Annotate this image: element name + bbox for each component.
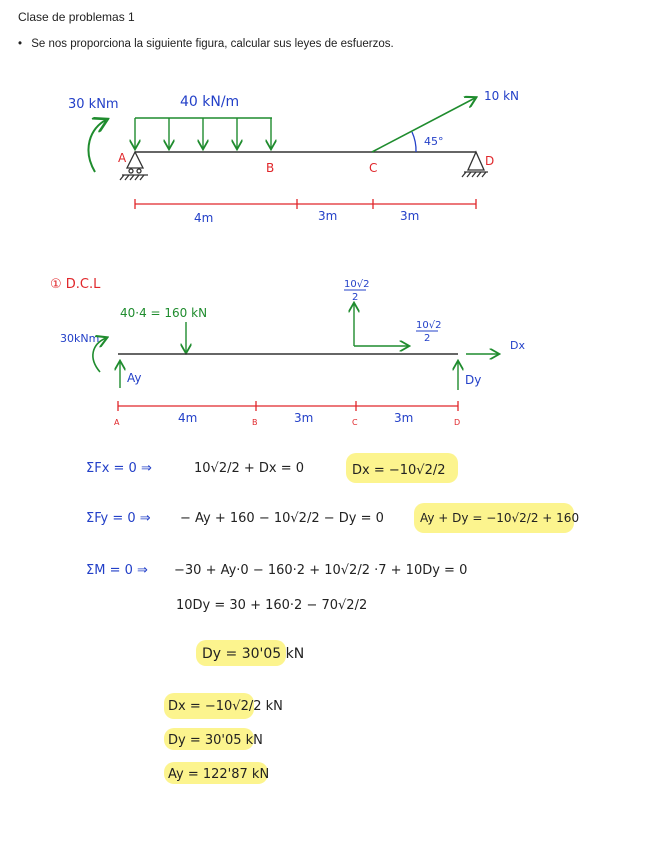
moment-label: 30 kNm — [68, 97, 119, 112]
results-summary — [164, 693, 283, 784]
vert-comp-den: 2 — [352, 292, 359, 303]
bullet-mark: • — [18, 38, 23, 50]
dcl-moment-label: 30kNm — [60, 332, 100, 345]
ay-label: Ay — [127, 371, 142, 385]
angle-arc — [412, 132, 416, 152]
dcl-point-c: C — [352, 418, 358, 427]
summary-dy: Dy = 30'05 kN — [168, 733, 263, 748]
eq-dy-result: Dy = 30'05 kN — [202, 646, 305, 662]
vert-comp-num: 10√2 — [344, 279, 370, 290]
resultant-label: 40·4 = 160 kN — [120, 306, 208, 320]
point-c: C — [369, 161, 378, 175]
point-d: D — [485, 154, 495, 168]
eq-fy: − Ay + 160 − 10√2/2 − Dy = 0 — [180, 511, 384, 526]
moment-arrow — [89, 120, 106, 172]
figure-1 — [68, 89, 519, 225]
dimension-line-2 — [118, 401, 458, 411]
point-b: B — [266, 161, 275, 175]
dcl-point-b: B — [252, 418, 258, 427]
eq-m-step: 10Dy = 30 + 160·2 − 70√2/2 — [176, 598, 368, 613]
page-title: Clase de problemas 1 — [18, 10, 135, 24]
angle-label: 45° — [424, 135, 444, 148]
eq-fy-lhs: ΣFy = 0 ⇒ — [86, 511, 151, 526]
eq-fx: 10√2/2 + Dx = 0 — [194, 461, 305, 476]
summary-dx: Dx = −10√2/2 kN — [168, 699, 283, 714]
dcl-dim-4m: 4m — [178, 411, 198, 425]
free-body-diagram — [50, 277, 525, 427]
dcl-dim-3m-b: 3m — [394, 411, 414, 425]
equations — [86, 453, 579, 666]
dim-4m: 4m — [194, 211, 214, 225]
dimension-line-1 — [135, 199, 476, 209]
eq-fy-result: Ay + Dy = −10√2/2 + 160 — [420, 511, 580, 525]
horiz-comp-num: 10√2 — [416, 320, 442, 331]
eq-fx-result: Dx = −10√2/2 — [352, 463, 446, 478]
dcl-heading: ① D.C.L — [50, 277, 101, 292]
horiz-comp-den: 2 — [424, 333, 431, 344]
eq-m: −30 + Ay·0 − 160·2 + 10√2/2 ·7 + 10Dy = 0 — [174, 563, 468, 578]
dcl-point-a: A — [114, 418, 120, 427]
dist-load-label: 40 kN/m — [180, 94, 240, 110]
eq-m-lhs: ΣM = 0 ⇒ — [86, 563, 148, 578]
dim-3m-b: 3m — [400, 209, 420, 223]
problem-statement-text: Se nos proporciona la siguiente figura, calcular sus leyes de esfuerzos. — [31, 38, 394, 50]
point-a: A — [118, 151, 127, 165]
force-label: 10 kN — [484, 89, 520, 103]
dcl-dim-3m-a: 3m — [294, 411, 314, 425]
dx-label: Dx — [510, 339, 525, 352]
dim-3m-a: 3m — [318, 209, 338, 223]
dcl-point-d: D — [454, 418, 461, 427]
eq-fx-lhs: ΣFx = 0 ⇒ — [86, 461, 152, 476]
summary-ay: Ay = 122'87 kN — [168, 767, 270, 782]
load-arrows — [135, 118, 271, 148]
dy-label: Dy — [465, 373, 482, 387]
